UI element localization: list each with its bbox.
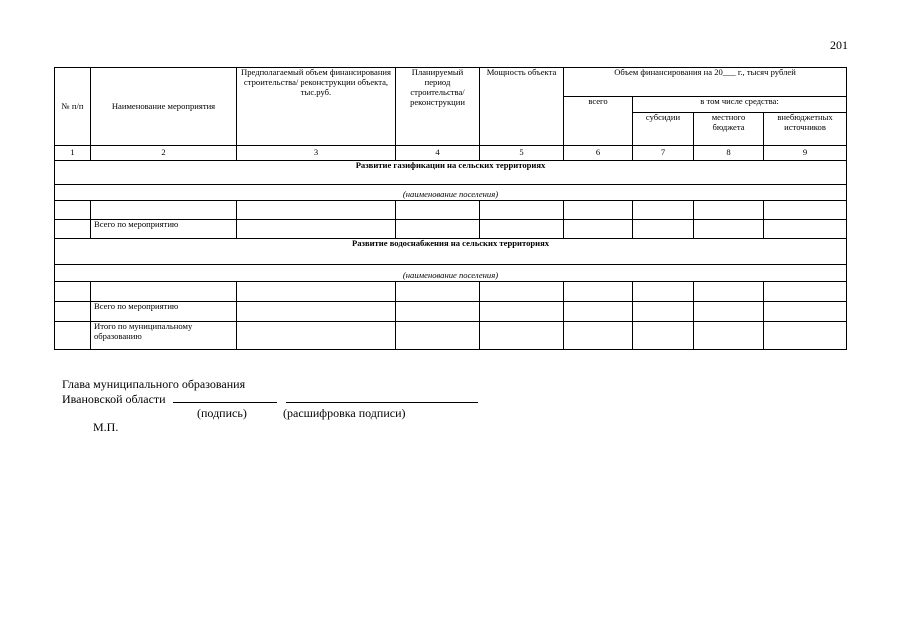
header-num: № п/п <box>55 68 91 146</box>
section-title-water-supply: Развитие водоснабжения на сельских территориях <box>55 239 847 265</box>
header-including: в том числе средства: <box>633 97 847 113</box>
column-number: 3 <box>237 146 396 161</box>
column-number: 9 <box>764 146 847 161</box>
event-total-label: Всего по мероприятию <box>91 302 237 322</box>
column-number: 4 <box>396 146 480 161</box>
header-total: всего <box>564 97 633 146</box>
column-number: 6 <box>564 146 633 161</box>
column-number: 5 <box>480 146 564 161</box>
column-numbers-row <box>55 146 847 161</box>
table-row <box>55 220 847 239</box>
column-number: 7 <box>633 146 694 161</box>
header-funding: Объем финансирования на 20___ г., тысяч рублей <box>564 68 847 97</box>
header-period: Планируемый период строительства/ реконструкции <box>396 68 480 146</box>
page-number: 201 <box>830 38 848 52</box>
table-row <box>55 322 847 350</box>
header-name: Наименование мероприятия <box>91 68 237 146</box>
decryption-blank <box>286 391 478 403</box>
financing-table <box>54 67 847 350</box>
table-row <box>55 282 847 302</box>
header-cost: Предполагаемый объем финансирования строительства/ реконструкции объекта, тыс.руб. <box>237 68 396 146</box>
municipal-total-label: Итого по муниципальному образованию <box>91 322 237 350</box>
section-title-gasification: Развитие газификации на сельских территориях <box>55 161 847 185</box>
signature-caption: (подпись) <box>197 406 247 420</box>
stamp-label: М.П. <box>93 420 119 434</box>
column-number: 2 <box>91 146 237 161</box>
event-total-label: Всего по мероприятию <box>91 220 237 239</box>
settlement-name-placeholder: (наименование поселения) <box>55 185 847 201</box>
head-title-region: Ивановской области <box>62 392 166 406</box>
table-row <box>55 302 847 322</box>
table-row <box>55 201 847 220</box>
decryption-caption: (расшифровка подписи) <box>283 406 406 420</box>
signature-blank <box>173 391 277 403</box>
header-extrabudgetary: внебюджетных источников <box>764 113 847 146</box>
header-local-budget: местного бюджета <box>694 113 764 146</box>
header-capacity: Мощность объекта <box>480 68 564 146</box>
head-title-line1: Глава муниципального образования <box>62 377 246 391</box>
settlement-name-placeholder: (наименование поселения) <box>55 265 847 282</box>
head-title-line2 <box>62 391 478 406</box>
header-subsidies: субсидии <box>633 113 694 146</box>
column-number: 8 <box>694 146 764 161</box>
column-number: 1 <box>55 146 91 161</box>
